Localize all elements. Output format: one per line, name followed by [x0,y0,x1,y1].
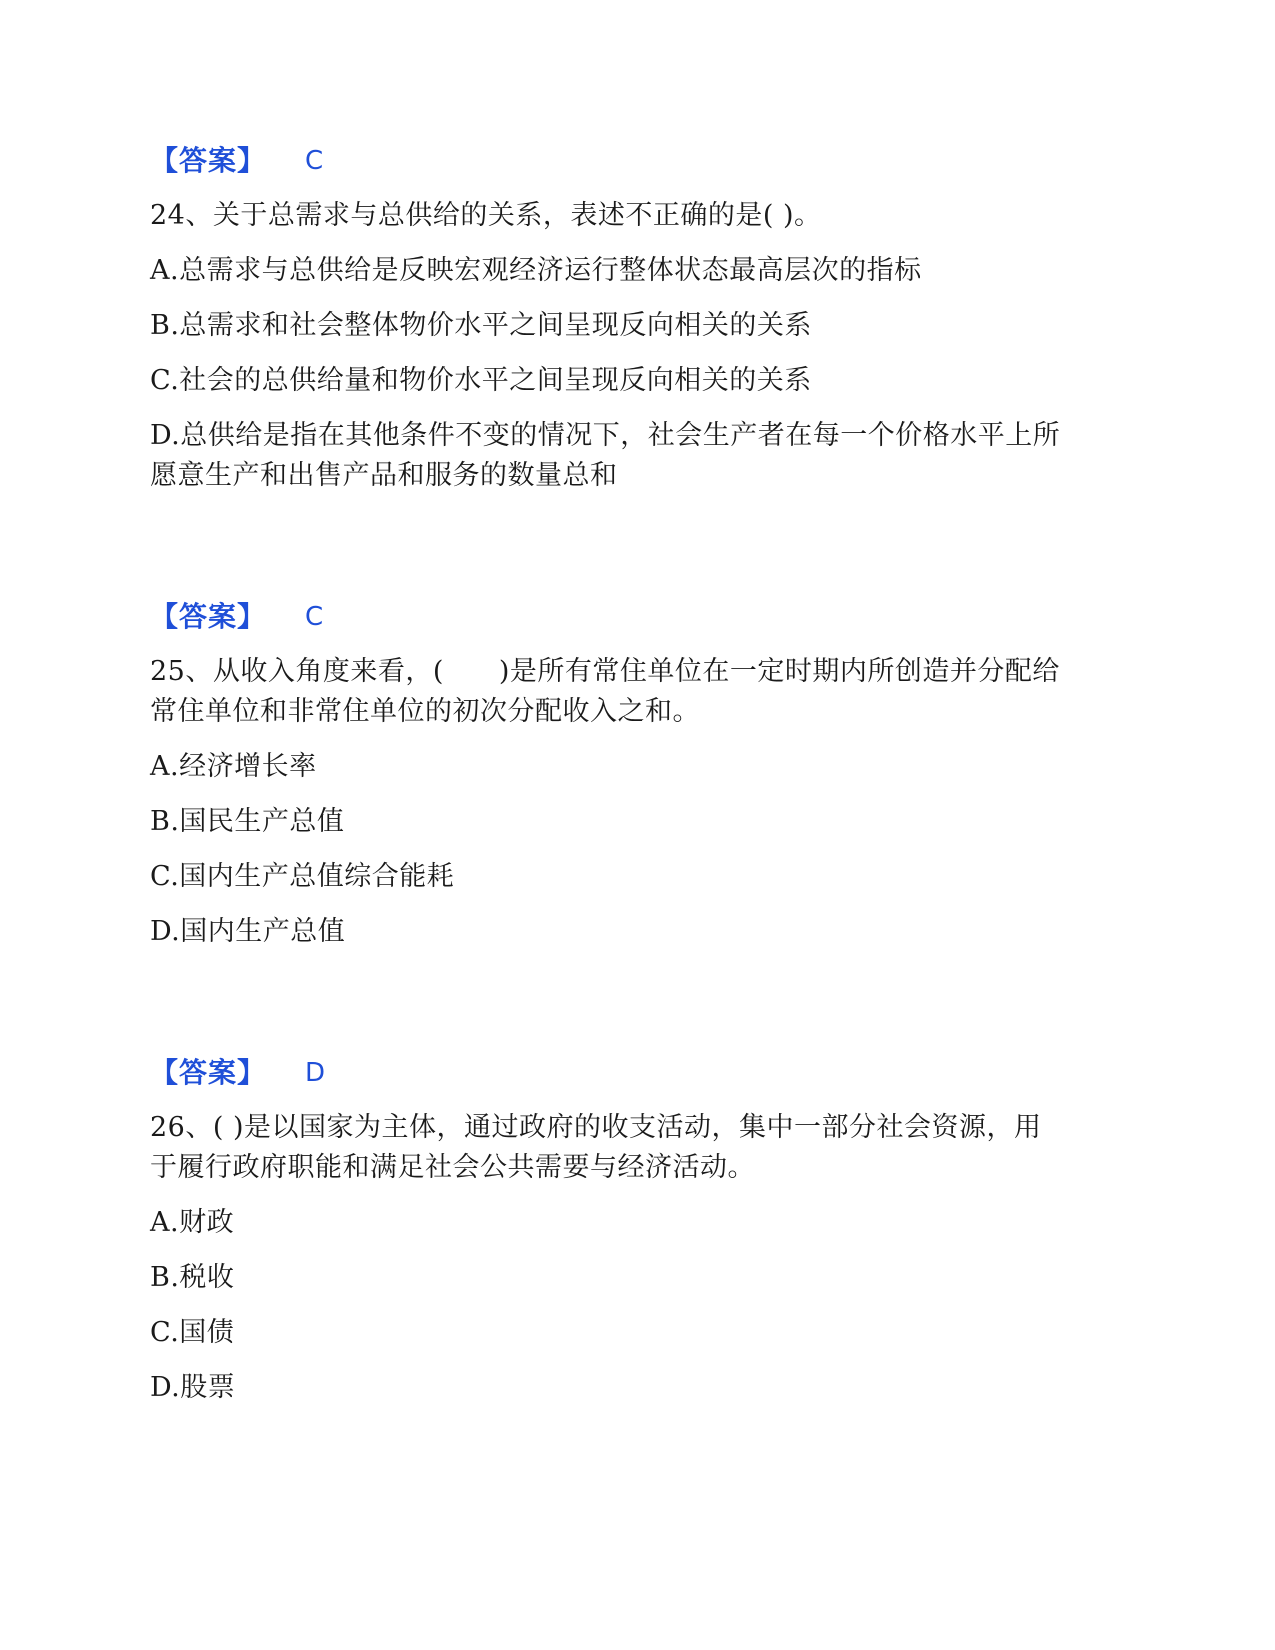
option-c: C.国债 [150,1317,235,1348]
answer-value: C [305,146,324,176]
answer-block [150,1053,326,1093]
question-text: 24、关于总需求与总供给的关系，表述不正确的是( )。 [150,200,822,231]
question-text-continued: 常住单位和非常住单位的初次分配收入之和。 [150,696,700,727]
option-d: D.总供给是指在其他条件不变的情况下，社会生产者在每一个价格水平上所 [150,420,1061,451]
option-b: B.国民生产总值 [150,806,345,837]
answer-block [150,597,324,637]
option-d-continued: 愿意生产和出售产品和服务的数量总和 [150,460,618,491]
question-text: 26、( )是以国家为主体，通过政府的收支活动，集中一部分社会资源，用 [150,1112,1042,1143]
option-c: C.国内生产总值综合能耗 [150,861,455,892]
option-b: B.总需求和社会整体物价水平之间呈现反向相关的关系 [150,310,812,341]
option-a: A.总需求与总供给是反映宏观经济运行整体状态最高层次的指标 [150,255,922,286]
answer-label: 【答案】 [150,1056,267,1089]
answer-value: C [305,602,324,632]
question-24 [150,196,1110,496]
answer-label: 【答案】 [150,600,267,633]
question-26 [150,1108,1110,1408]
option-d: D.股票 [150,1372,236,1403]
option-c: C.社会的总供给量和物价水平之间呈现反向相关的关系 [150,365,812,396]
answer-label: 【答案】 [150,144,267,177]
question-text: 25、从收入角度来看，( )是所有常住单位在一定时期内所创造并分配给 [150,656,1060,687]
option-d: D.国内生产总值 [150,916,346,947]
question-text-continued: 于履行政府职能和满足社会公共需要与经济活动。 [150,1152,755,1183]
answer-block [150,141,324,181]
option-a: A.财政 [150,1207,235,1238]
option-a: A.经济增长率 [150,751,317,782]
document-page [150,0,1110,1650]
answer-value: D [305,1058,326,1088]
question-25 [150,652,1110,952]
option-b: B.税收 [150,1262,235,1293]
